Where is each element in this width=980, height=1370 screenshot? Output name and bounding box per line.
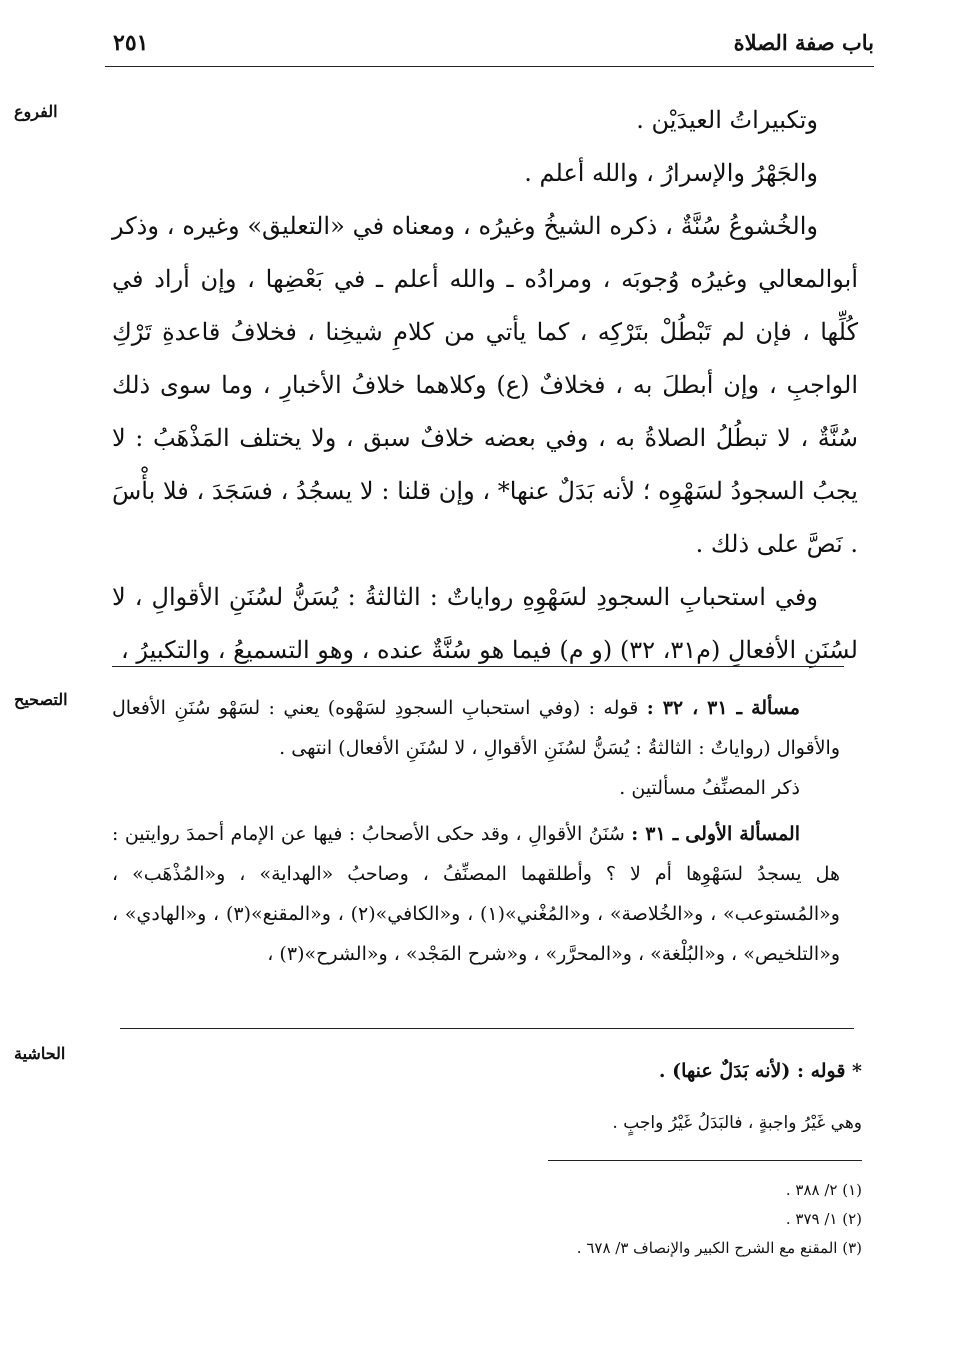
page-header xyxy=(105,30,874,64)
hashiya-heading: * قوله : (لأنه بَدَلٌ عنها) . xyxy=(658,1060,862,1082)
header-divider xyxy=(105,66,874,67)
hashiya-body: وهي غَيْرُ واجبةٍ ، فالبَدَلُ غَيْرُ واجبٍ . xyxy=(612,1113,862,1133)
main-line-1: وتكبيراتُ العيدَيْن . xyxy=(636,106,818,134)
margin-label-tashih: التصحيح xyxy=(14,690,68,709)
margin-label-hashiya: الحاشية xyxy=(14,1044,66,1063)
correction-paragraph-1 xyxy=(112,688,840,768)
running-title: باب صفة الصلاة xyxy=(733,30,874,55)
footnote-3: (٣) المقنع مع الشرح الكبير والإنصاف ٣/ ٦٧٨ . xyxy=(576,1239,862,1257)
correction-paragraph-3 xyxy=(112,814,840,974)
footnote-1: (١) ٢/ ٣٨٨ . xyxy=(785,1181,862,1199)
footnote-divider xyxy=(548,1160,862,1161)
correction-text-3: سُنَنُ الأقوالِ ، وقد حكى الأصحابُ : فيها عن الإمام أحمدَ روايتين : هل يسجدُ لسَهْوِها أم لا ؟ وأطلقهما المصنِّفُ ، وصاحبُ «الهداية» ، و«المُذْهَب» ، و«المُستوعب» ، و«الخُلاصة» ، و«المُغْني»(١) ، و«الكافي»(٢) ، و«المقنع»(٣) ، و«الهادي» ، و«التلخيص» ، و«البُلْغة» ، و«المحرَّر» ، و«شرح المَجْد» ، و«الشرح»(٣) ، xyxy=(112,823,840,965)
correction-text-1: قوله : (وفي استحبابِ السجودِ لسَهْوه) يعني : لسَهْو سُنَنِ الأفعال والأقوال (رواياتٌ : الثالثةُ : يُسَنُّ لسُنَنِ الأقوالِ ، لا لسُنَنِ الأفعال) انتهى . xyxy=(112,697,840,759)
margin-label-furu: الفروع xyxy=(14,102,58,121)
correction-heading-1: مسألة ـ ٣١ ، ٣٢ : xyxy=(646,697,800,719)
main-text-block xyxy=(112,94,858,677)
correction-paragraph-2: ذكر المصنِّفُ مسألتين . xyxy=(619,777,800,799)
correction-heading-3: المسألة الأولى ـ ٣١ : xyxy=(631,823,801,845)
correction-block xyxy=(112,688,840,974)
main-paragraph-2: وفي استحبابِ السجودِ لسَهْوِهِ رواياتٌ : الثالثةُ : يُسَنُّ لسُنَنِ الأقوالِ ، لا لسُنَنِ الأفعالِ (م٣١، ٣٢) (و م) فيما هو سُنَّةٌ عنده ، وهو التسميعُ ، والتكبيرُ ، xyxy=(112,583,858,664)
page-number: ٢٥١ xyxy=(113,30,149,56)
section-divider-correction xyxy=(120,1028,854,1029)
main-paragraph-1: والخُشوعُ سُنَّةٌ ، ذكره الشيخُ وغيرُه ، ومعناه في «التعليق» وغيره ، وذكر أبوالمعالي وغيرُه وُجوبَه ، ومرادُه ـ والله أعلم ـ في بَعْضِها ، وإن أراد في كُلِّها ، فإن لم تَبْطُلْ بتَرْكِه ، كما يأتي من كلامِ شيخِنا ، فخلافُ قاعدةِ تَرْكِ الواجبِ ، وإن أبطلَ به ، فخلافٌ (ع) وكلاهما خلافُ الأخبارِ ، وما سوى ذلك سُنَّةٌ ، لا تبطُلُ الصلاةُ به ، وفي بعضه خلافٌ سبق ، ولا يختلف المَذْهَبُ : لا يجبُ السجودُ لسَهْوِه ؛ لأنه بَدَلٌ عنها* ، وإن قلنا : لا يسجُدُ ، فسَجَدَ ، فلا بأْسَ . نَصَّ على ذلك . xyxy=(112,212,858,558)
footnotes-block xyxy=(420,1176,862,1263)
footnote-2: (٢) ١/ ٣٧٩ . xyxy=(785,1210,862,1228)
section-divider-main xyxy=(112,666,844,667)
main-line-2: والجَهْرُ والإسرارُ ، والله أعلم . xyxy=(524,159,818,187)
hashiya-block xyxy=(230,1052,862,1142)
